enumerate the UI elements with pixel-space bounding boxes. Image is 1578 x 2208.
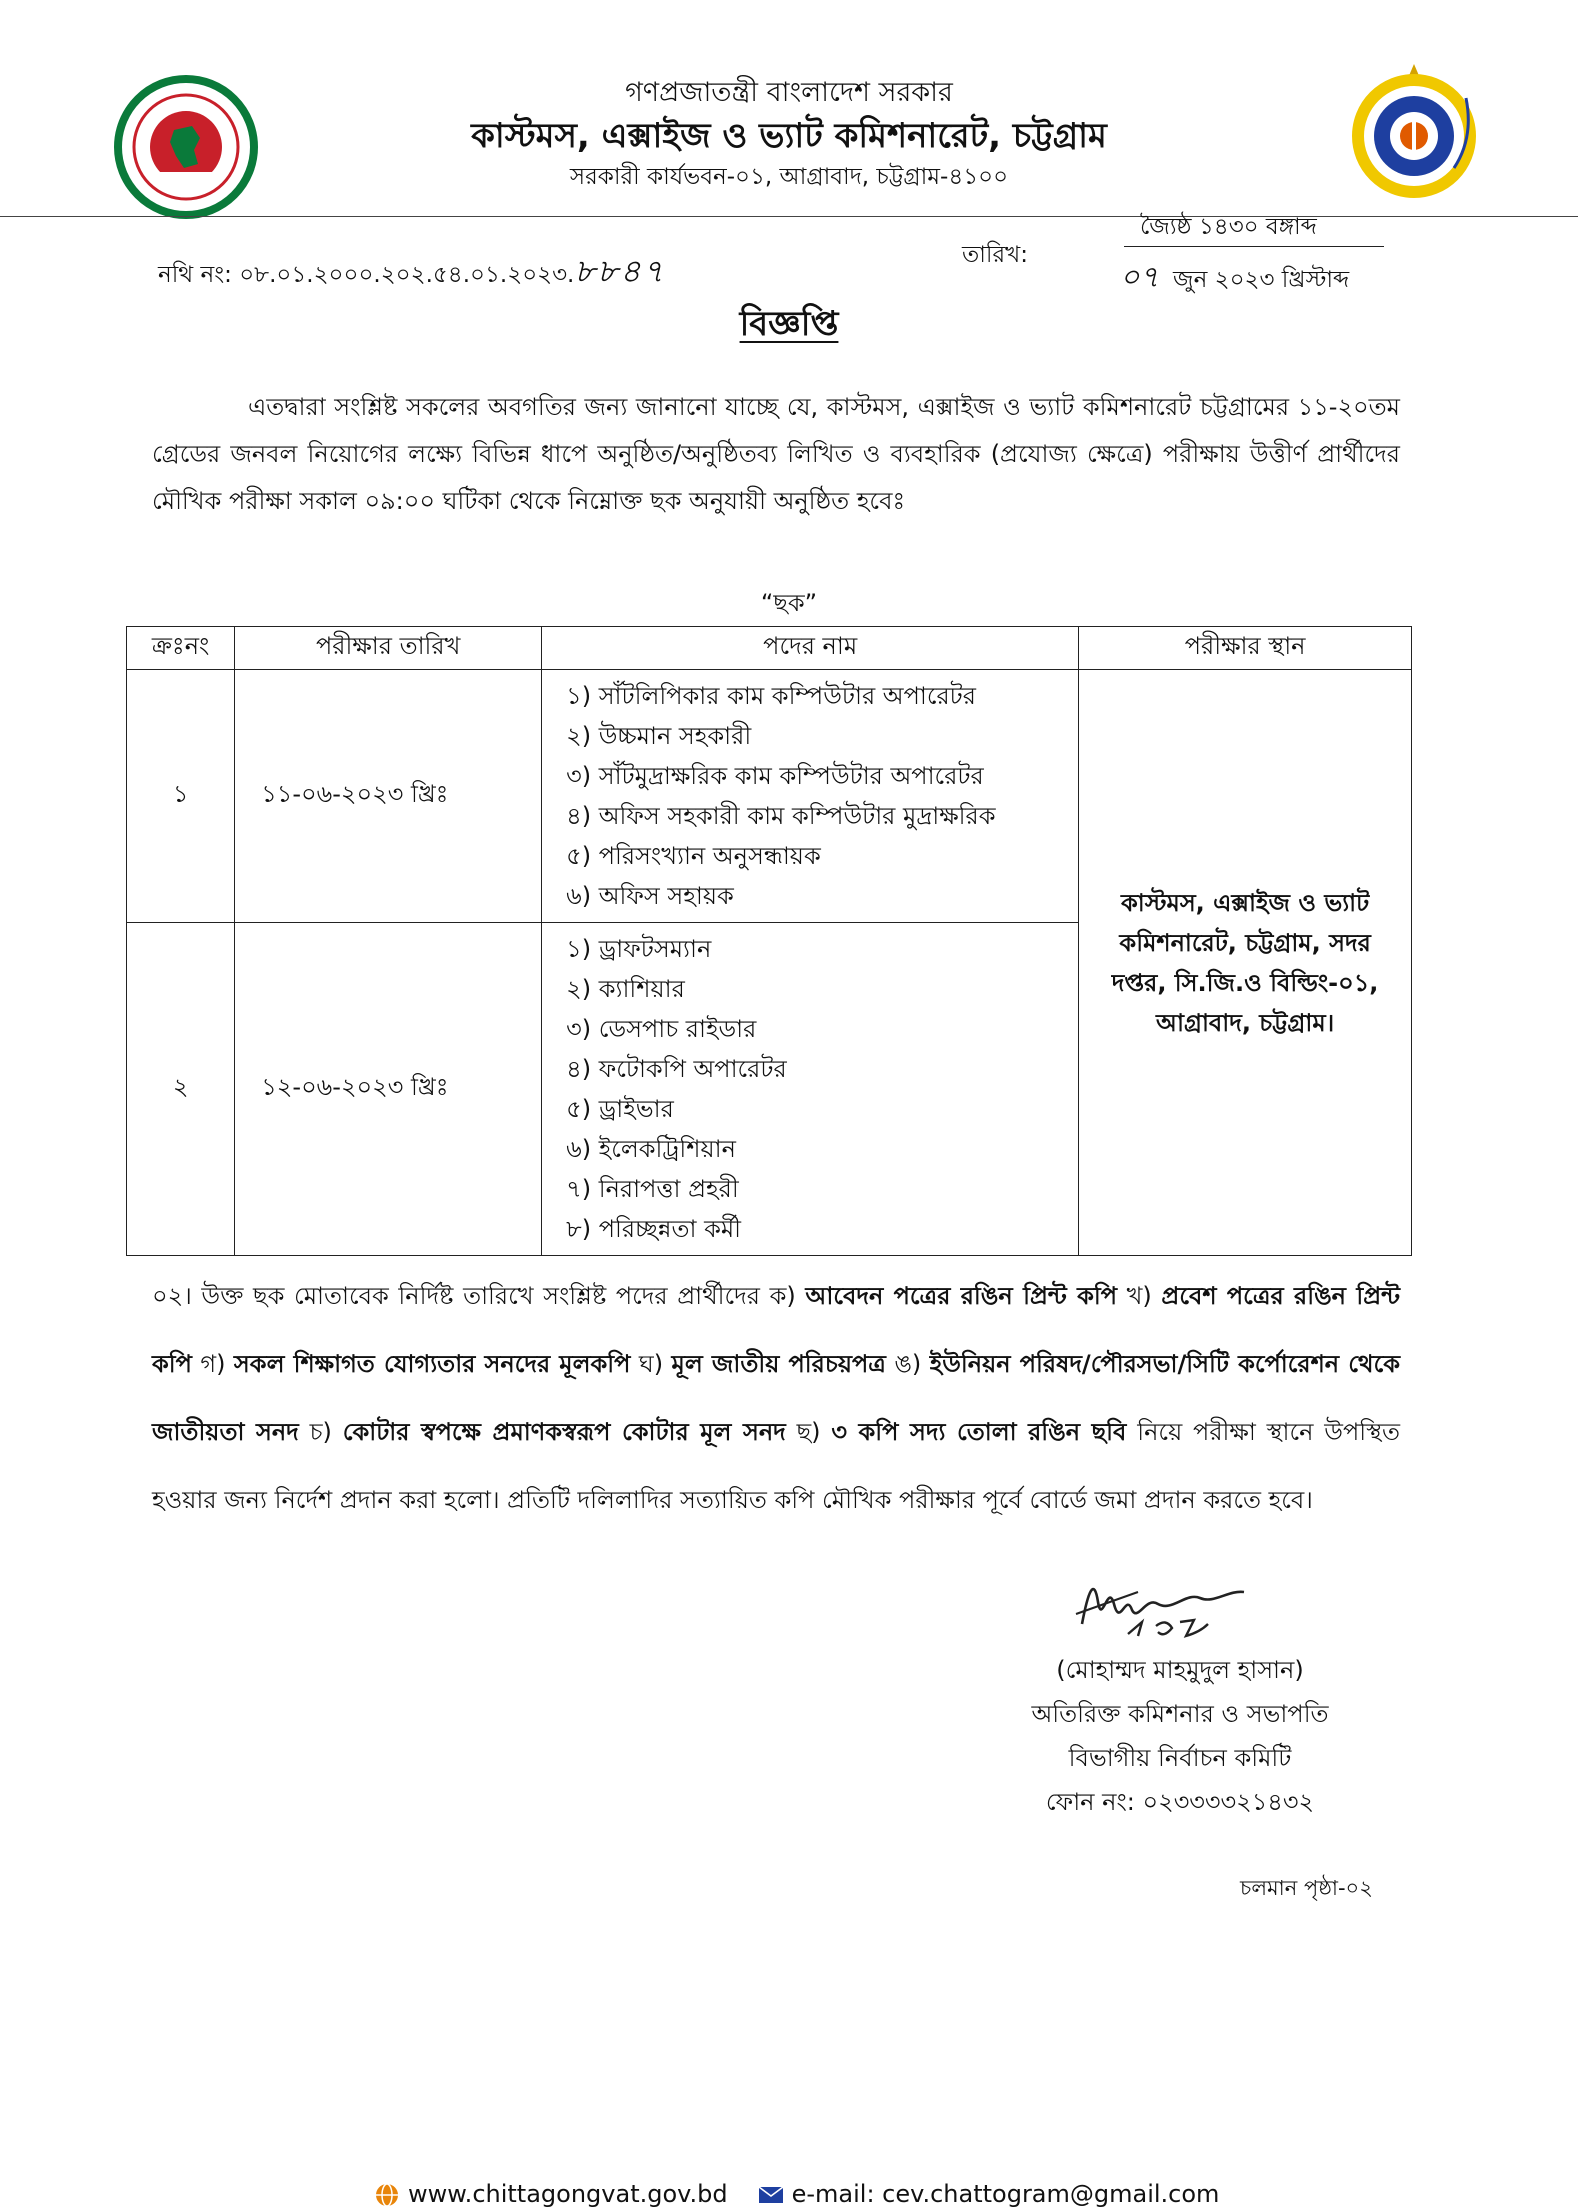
memo-number (158, 246, 665, 300)
government-name: গণপ্রজাতন্ত্রী বাংলাদেশ সরকার (625, 77, 953, 108)
handwritten-signature (1068, 1562, 1278, 1642)
row-posts (542, 923, 1079, 1256)
memo-number-label: নথি নং: ০৮.০১.২০০০.২০২.৫৪.০১.২০২৩. (158, 262, 575, 288)
table-row (127, 670, 1412, 923)
memo-handwritten-number: ৮৮৪৭ (574, 252, 666, 290)
footer (374, 2180, 1219, 2208)
header-post: পদের নাম (542, 627, 1079, 670)
table-caption: “ছক” (760, 589, 818, 617)
list-item: ৩) সাঁটমুদ্রাক্ষরিক কাম কম্পিউটার অপারেটর (566, 762, 984, 790)
instructions-text: গ) (191, 1350, 234, 1378)
footer-website[interactable]: www.chittagongvat.gov.bd (408, 2180, 728, 2208)
signatory-phone: ফোন নং: ০২৩৩৩৩২১৪৩২ (1045, 1788, 1315, 1816)
list-item: ৪) ফটোকপি অপারেটর (566, 1055, 787, 1083)
list-item: ৬) অফিস সহায়ক (566, 882, 734, 910)
list-item: ২) ক্যাশিয়ার (566, 975, 685, 1003)
page-continuation: চলমান পৃষ্ঠা-০২ (1240, 1876, 1373, 1900)
required-document: প্রবেশ পত্রের রঙিন প্রিন্ট কপি (152, 1282, 1401, 1378)
list-item: ২) উচ্চমান সহকারী (566, 722, 752, 750)
signatory-name: (মোহাম্মদ মাহমুদুল হাসান) (1056, 1656, 1304, 1684)
row-posts (542, 670, 1079, 923)
row-serial: ২ (127, 923, 235, 1256)
header-serial: ক্রঃনং (127, 627, 235, 670)
required-document: কোটার স্বপক্ষে প্রমাণকস্বরূপ কোটার মূল সনদ (342, 1418, 786, 1446)
instructions-text: চ) (298, 1418, 343, 1446)
required-document: সকল শিক্ষাগত যোগ্যতার সনদের মূলকপি (233, 1350, 631, 1378)
header-venue: পরীক্ষার স্থান (1079, 627, 1412, 670)
instructions-text: খ) (1117, 1282, 1162, 1310)
instructions-text: ঙ) (885, 1350, 930, 1378)
signatory-designation: অতিরিক্ত কমিশনার ও সভাপতি (1031, 1700, 1329, 1728)
office-address: সরকারী কার্যভবন-০১, আগ্রাবাদ, চট্টগ্রাম-৪১০০ (569, 164, 1009, 190)
required-document: ইউনিয়ন পরিষদ/পৌরসভা/সিটি কর্পোরেশন থেকে জাতীয়তা সনদ (152, 1350, 1401, 1446)
instructions-text: ছ) (785, 1418, 832, 1446)
list-item: ৮) পরিচ্ছন্নতা কর্মী (566, 1215, 742, 1243)
intro-paragraph: এতদ্বারা সংশ্লিষ্ট সকলের অবগতির জন্য জানানো যাচ্ছে যে, কাস্টমস, এক্সাইজ ও ভ্যাট কমিশনারেট চট্টগ্রামের ১১-২০তম গ্রেডের জনবল নিয়োগের লক্ষ্যে বিভিন্ন ধাপে অনুষ্ঠিত/অনুষ্ঠিতব্য লিখিত ও ব্যবহারিক (প্রযোজ্য ক্ষেত্রে) পরীক্ষায় উত্তীর্ণ প্রার্থীদের মৌখিক পরীক্ষা সকাল ০৯:০০ ঘটিকা থেকে নিম্নোক্ত ছক অনুযায়ী অনুষ্ঠিত হবেঃ (152, 393, 1400, 515)
row-serial: ১ (127, 670, 235, 923)
row-date: ১১-০৬-২০২৩ খ্রিঃ (235, 670, 542, 923)
list-item: ৫) পরিসংখ্যান অনুসন্ধায়ক (566, 842, 821, 870)
instructions-text: নিয়ে পরীক্ষা স্থানে উপস্থিত হওয়ার জন্য নির্দেশ প্রদান করা হলো। প্রতিটি দলিলাদির সত্যায়িত কপি মৌখিক পরীক্ষার পূর্বে বোর্ডে জমা প্রদান করতে হবে। (152, 1418, 1400, 1514)
date-label: তারিখ: (962, 242, 1029, 268)
signatory-block (940, 1648, 1420, 1824)
header-date: পরীক্ষার তারিখ (235, 627, 542, 670)
instructions-text: ঘ) (630, 1350, 672, 1378)
header-divider (0, 216, 1578, 217)
notice-title-text: বিজ্ঞপ্তি (739, 304, 839, 344)
venue-cell: কাস্টমস, এক্সাইজ ও ভ্যাট কমিশনারেট, চট্টগ্রাম, সদর দপ্তর, সি.জি.ও বিল্ডিং-০১, আগ্রাবাদ, চট্টগ্রাম। (1079, 670, 1412, 1256)
instructions-paragraph (152, 1262, 1400, 1534)
date-english (1120, 253, 1349, 304)
schedule-table (126, 626, 1412, 1256)
required-document: ৩ কপি সদ্য তোলা রঙিন ছবি (831, 1418, 1127, 1446)
table-header-row (127, 627, 1412, 670)
list-item: ৪) অফিস সহকারী কাম কম্পিউটার মুদ্রাক্ষরিক (566, 802, 996, 830)
instructions-text: ০২। উক্ত ছক মোতাবেক নির্দিষ্ট তারিখে সংশ্লিষ্ট পদের প্রার্থীদের ক) (152, 1282, 806, 1310)
globe-icon (374, 2182, 400, 2208)
required-document: মূল জাতীয় পরিচয়পত্র (671, 1350, 886, 1378)
row-date: ১২-০৬-২০২৩ খ্রিঃ (235, 923, 542, 1256)
list-item: ৭) নিরাপত্তা প্রহরী (566, 1175, 739, 1203)
required-document: আবেদন পত্রের রঙিন প্রিন্ট কপি (805, 1282, 1118, 1310)
envelope-icon (758, 2185, 784, 2205)
office-name: কাস্টমস, এক্সাইজ ও ভ্যাট কমিশনারেট, চট্টগ্রাম (471, 116, 1107, 156)
date-english-text: জুন ২০২৩ খ্রিস্টাব্দ (1173, 267, 1350, 293)
date-handwritten-day: ০৭ (1120, 260, 1160, 295)
date-divider (1124, 246, 1384, 247)
list-item: ১) ড্রাফটসম্যান (566, 935, 712, 963)
date-bangla: জ্যৈষ্ঠ ১৪৩০ বঙ্গাব্দ (1140, 214, 1317, 240)
signatory-committee: বিভাগীয় নির্বাচন কমিটি (1068, 1744, 1292, 1772)
list-item: ৩) ডেসপাচ রাইডার (566, 1015, 757, 1043)
footer-email[interactable]: e-mail: cev.chattogram@gmail.com (791, 2180, 1220, 2208)
list-item: ১) সাঁটলিপিকার কাম কম্পিউটার অপারেটর (566, 682, 976, 710)
notice-title (0, 298, 1578, 355)
list-item: ৬) ইলেকট্রিশিয়ান (566, 1135, 736, 1163)
list-item: ৫) ড্রাইভার (566, 1095, 674, 1123)
